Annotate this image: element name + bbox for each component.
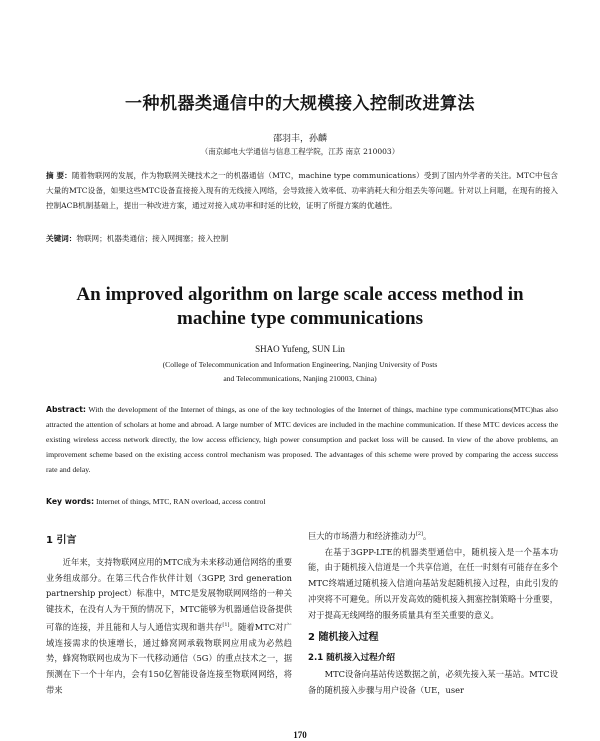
chinese-keywords-label: 关键词： (46, 234, 77, 243)
right-column (308, 527, 558, 699)
chinese-abstract (46, 168, 558, 213)
chinese-title: 一种机器类通信中的大规模接入控制改进算法 (125, 94, 475, 114)
chinese-abstract-label: 摘 要： (46, 171, 72, 180)
english-authors: SHAO Yufeng, SUN Lin (255, 344, 345, 354)
section-2-heading: 2 随机接入过程 (308, 631, 379, 643)
english-abstract-label: Abstract: (46, 405, 86, 414)
citation-1: [1] (222, 621, 230, 628)
english-keywords (46, 497, 558, 506)
chinese-keywords (46, 233, 558, 244)
english-title: An improved algorithm on large scale access method in machine type communications (76, 284, 524, 329)
english-abstract-text: With the development of the Internet of things, as one of the key technologies of the Internet of things, machine type communications(MTC)has also attracted the attention of scholars at home and abroad. A large number of MTC devices are included in the machine communication. If these MTC devices access the existing wireless access network directly, the low access efficiency, high power consumption and packet loss will be caused. In view of the above problems, an improvement scheme based on the existing access control mechanism was proposed. The advantages of this scheme were proved by comparing the access success rate and delay. (46, 405, 558, 474)
english-keywords-text: Internet of things, MTC, RAN overload, access control (95, 497, 266, 506)
left-column (46, 527, 292, 699)
chinese-keywords-text: 物联网；机器类通信；接入网拥塞；接入控制 (76, 234, 229, 243)
section-1-paragraph-2: 在基于3GPP-LTE的机器类型通信中，随机接入是一个基本功能，由于随机接入信道是一个共享信道，在任一时刻有可能存在多个MTC终端通过随机接入信道向基站发起随机接入过程，由此引发的冲突将不可避免。所以开发高效的随机接入拥塞控制策略十分重要，对于提高无线网络的服务质量具有至关重要的意义。 (308, 546, 558, 620)
english-keywords-label: Key words: (46, 497, 95, 506)
section-2-1-paragraph: MTC设备向基站传送数据之前，必须先接入某一基站。MTC设备的随机接入步骤与用户设备（UE，user (308, 669, 558, 695)
citation-2: [2] (415, 531, 423, 537)
chinese-affiliation: （南京邮电大学通信与信息工程学院，江苏 南京 210003） (200, 147, 400, 156)
continuation-end: 。 (422, 530, 432, 541)
section-1-paragraph (46, 555, 292, 699)
section-1-continuation (308, 527, 558, 545)
section-2-1-heading: 2.1 随机接入过程介绍 (308, 653, 395, 664)
chinese-authors: 邵羽丰，孙麟 (272, 134, 327, 144)
section-1-heading: 1 引言 (46, 535, 77, 546)
section-1-text-a: 近年来，支持物联网应用的MTC成为未来移动通信网络的重要业务组成部分。在第三代合作伙伴计划（3GPP, 3rd generation partnership project）标准中，MTC是发展物联网网络的一种关键技术，在没有人为干预的情况下，MTC能够为机器通信设备提供可靠的连接，并且能和人与人通信实现和谐共存 (46, 556, 292, 632)
english-abstract (46, 403, 558, 478)
chinese-abstract-text: 随着物联网的发展，作为物联网关键技术之一的机器通信（MTC，machine type communications）受到了国内外学者的关注。MTC中包含大量的MTC设备，如果这些MTC设备直接接入现有的无线接入网络，会导致接入效率低、功率消耗大和分组丢失等问题。针对以上问题，在现有的接入控制ACB机制基础上，提出一种改进方案，通过对接入成功率和时延的比较，证明了所提方案的优越性。 (46, 171, 558, 210)
continuation-text: 巨大的市场潜力和经济推动力 (308, 530, 416, 541)
section-1-text-b: 。随着MTC对广域连接需求的快速增长，通过蜂窝网承载物联网应用成为必然趋势，蜂窝物联网也成为下一代移动通信（5G）的重点技术之一，据预测在下一个十年内，会有150亿智能设备连接至物联网网络，将带来 (46, 621, 292, 695)
page-number: 170 (293, 730, 307, 740)
english-affiliation: (College of Telecommunication and Information Engineering, Nanjing University of Posts and Telecommunications, Nanjing 210003, China) (162, 360, 438, 383)
